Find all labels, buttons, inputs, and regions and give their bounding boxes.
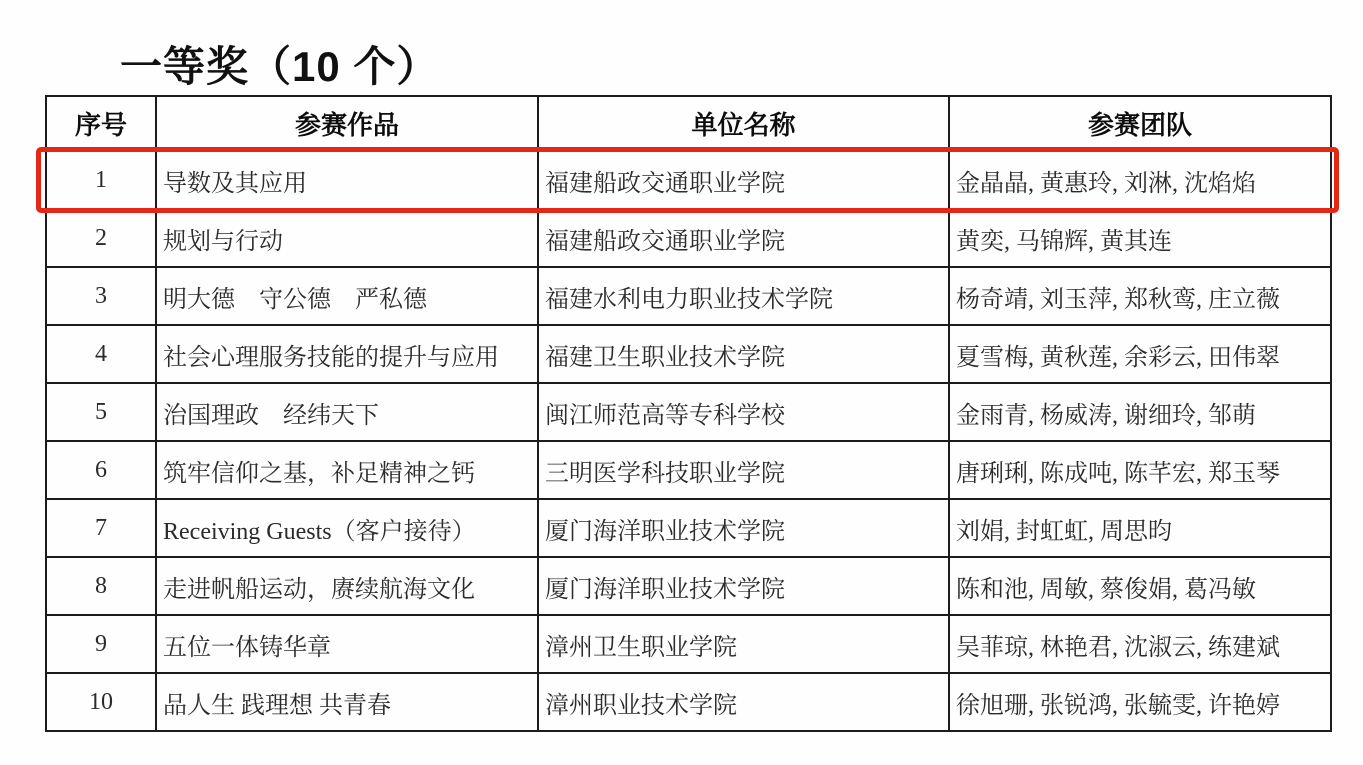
cell-serial: 10 (46, 673, 156, 731)
cell-serial: 8 (46, 557, 156, 615)
cell-serial: 2 (46, 209, 156, 267)
cell-unit: 漳州卫生职业学院 (538, 615, 949, 673)
cell-unit: 闽江师范高等专科学校 (538, 383, 949, 441)
table-row (46, 441, 1331, 499)
header-row (46, 96, 1331, 151)
table-row (46, 557, 1331, 615)
cell-team: 金雨青, 杨威涛, 谢细玲, 邹萌 (949, 383, 1331, 441)
cell-unit: 福建卫生职业技术学院 (538, 325, 949, 383)
cell-team: 吴菲琼, 林艳君, 沈淑云, 练建斌 (949, 615, 1331, 673)
cell-team: 陈和池, 周敏, 蔡俊娟, 葛冯敏 (949, 557, 1331, 615)
awards-table-wrap (45, 95, 1330, 732)
cell-team: 金晶晶, 黄惠玲, 刘淋, 沈焰焰 (949, 151, 1331, 209)
cell-work: 治国理政 经纬天下 (156, 383, 538, 441)
cell-unit: 福建水利电力职业技术学院 (538, 267, 949, 325)
col-header-team: 参赛团队 (949, 96, 1331, 151)
cell-unit: 漳州职业技术学院 (538, 673, 949, 731)
cell-unit: 厦门海洋职业技术学院 (538, 557, 949, 615)
cell-unit: 福建船政交通职业学院 (538, 209, 949, 267)
table-row (46, 673, 1331, 731)
table-row (46, 325, 1331, 383)
cell-work: 筑牢信仰之基，补足精神之钙 (156, 441, 538, 499)
cell-team: 杨奇靖, 刘玉萍, 郑秋鸾, 庄立薇 (949, 267, 1331, 325)
cell-team: 刘娟, 封虹虹, 周思昀 (949, 499, 1331, 557)
cell-work: 品人生 践理想 共青春 (156, 673, 538, 731)
table-body (46, 151, 1331, 731)
table-row (46, 499, 1331, 557)
cell-serial: 3 (46, 267, 156, 325)
cell-unit: 福建船政交通职业学院 (538, 151, 949, 209)
table-row (46, 209, 1331, 267)
cell-serial: 9 (46, 615, 156, 673)
cell-work: 导数及其应用 (156, 151, 538, 209)
page-title: 一等奖（10 个） (120, 43, 440, 90)
col-header-unit: 单位名称 (538, 96, 949, 151)
awards-table (45, 95, 1332, 732)
table-header (46, 96, 1331, 151)
cell-serial: 4 (46, 325, 156, 383)
cell-serial: 7 (46, 499, 156, 557)
cell-team: 黄奕, 马锦辉, 黄其连 (949, 209, 1331, 267)
cell-work: 规划与行动 (156, 209, 538, 267)
cell-serial: 1 (46, 151, 156, 209)
cell-work: 明大德 守公德 严私德 (156, 267, 538, 325)
cell-work: 走进帆船运动，赓续航海文化 (156, 557, 538, 615)
table-row (46, 383, 1331, 441)
cell-unit: 厦门海洋职业技术学院 (538, 499, 949, 557)
table-row (46, 267, 1331, 325)
cell-work: Receiving Guests（客户接待） (156, 499, 538, 557)
cell-serial: 6 (46, 441, 156, 499)
col-header-work: 参赛作品 (156, 96, 538, 151)
cell-team: 唐琍琍, 陈成吨, 陈芊宏, 郑玉琴 (949, 441, 1331, 499)
col-header-serial: 序号 (46, 96, 156, 151)
table-row (46, 615, 1331, 673)
cell-team: 夏雪梅, 黄秋莲, 余彩云, 田伟翠 (949, 325, 1331, 383)
cell-serial: 5 (46, 383, 156, 441)
cell-work: 社会心理服务技能的提升与应用 (156, 325, 538, 383)
cell-work: 五位一体铸华章 (156, 615, 538, 673)
cell-team: 徐旭珊, 张锐鸿, 张毓雯, 许艳婷 (949, 673, 1331, 731)
table-row (46, 151, 1331, 209)
cell-unit: 三明医学科技职业学院 (538, 441, 949, 499)
